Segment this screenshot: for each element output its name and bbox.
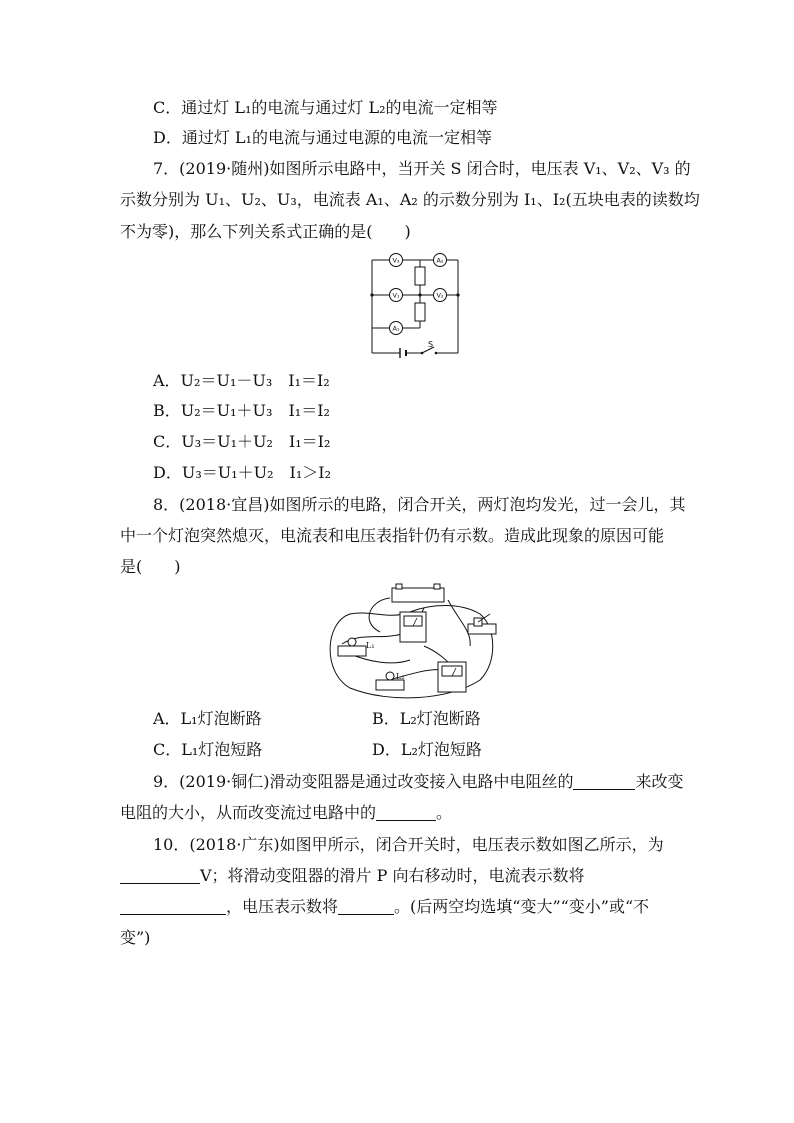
lamp-l2-label: L₂ — [396, 672, 405, 681]
q8-option-c: C．L₁灯泡短路 — [153, 740, 263, 759]
q10-line3 — [120, 897, 649, 917]
q8-option-b: B．L₂灯泡断路 — [372, 709, 481, 728]
q7-line2: 示数分别为 U₁、U₂、U₃，电流表 A₁、A₂ 的示数分别为 I₁、I₂(五块电表的读数均 — [120, 190, 700, 209]
q8-option-d: D．L₂灯泡短路 — [372, 740, 482, 759]
q9-blank-1[interactable] — [573, 773, 635, 790]
q10-blank-2[interactable] — [120, 898, 226, 915]
q8-option-a: A．L₁灯泡断路 — [153, 709, 262, 728]
q7-circuit-diagram — [360, 250, 464, 358]
q7-option-a: A．U₂＝U₁－U₃ I₁＝I₂ — [153, 371, 330, 390]
meter-v3-label: V₃ — [392, 256, 400, 265]
q9-text-1: 9．(2019·铜仁)滑动变阻器是通过改变接入电路中电阻丝的 — [153, 772, 574, 791]
meter-a1-label: A₁ — [392, 324, 400, 333]
q10-blank-3[interactable] — [338, 898, 394, 915]
q7-line3: 不为零)，那么下列关系式正确的是( ) — [120, 222, 411, 241]
meter-a2-label: A₂ — [436, 256, 444, 265]
q7-option-c: C．U₃＝U₁＋U₂ I₁＝I₂ — [153, 432, 331, 451]
q8-line1: 8．(2018·宜昌)如图所示的电路，闭合开关，两灯泡均发光，过一会儿，其 — [153, 495, 686, 514]
q7-option-b: B．U₂＝U₁＋U₃ I₁＝I₂ — [153, 401, 330, 420]
q7-option-d: D．U₃＝U₁＋U₂ I₁＞I₂ — [153, 463, 331, 482]
q10-blank-1[interactable] — [120, 867, 200, 884]
option-c-prev: C．通过灯 L₁的电流与通过灯 L₂的电流一定相等 — [153, 98, 498, 117]
q9-line1 — [153, 772, 684, 792]
q10-text-4: 。(后两空均选填“变大”“变小”或“不 — [394, 897, 650, 916]
q9-text-3: 电阻的大小，从而改变流过电路中的 — [120, 803, 377, 822]
meter-v1-label: V₁ — [392, 291, 400, 300]
switch-s-label: S — [428, 340, 434, 349]
q10-line2 — [120, 866, 585, 886]
q8-line3: 是( ) — [120, 557, 181, 576]
option-d-prev: D．通过灯 L₁的电流与通过电源的电流一定相等 — [153, 128, 492, 147]
q10-text-3: ，电压表示数将 — [226, 897, 339, 916]
meter-v2-label: V₂ — [436, 291, 444, 300]
q10-text-2: V；将滑动变阻器的滑片 P 向右移动时，电流表示数将 — [200, 866, 585, 885]
q8-circuit-illustration — [320, 582, 498, 704]
q9-text-4: 。 — [436, 803, 453, 822]
lamp-l1-label: L₁ — [366, 641, 375, 650]
q8-line2: 中一个灯泡突然熄灭，电流表和电压表指针仍有示数。造成此现象的原因可能 — [120, 526, 665, 545]
q10-line1: 10．(2018·广东)如图甲所示，闭合开关时，电压表示数如图乙所示，为 — [153, 835, 664, 854]
q9-line2 — [120, 803, 452, 823]
q7-line1: 7．(2019·随州)如图所示电路中，当开关 S 闭合时，电压表 V₁、V₂、V₃ 的 — [153, 159, 691, 178]
q9-blank-2[interactable] — [376, 804, 436, 821]
q9-text-2: 来改变 — [635, 772, 684, 791]
q10-line4: 变”) — [120, 928, 151, 947]
